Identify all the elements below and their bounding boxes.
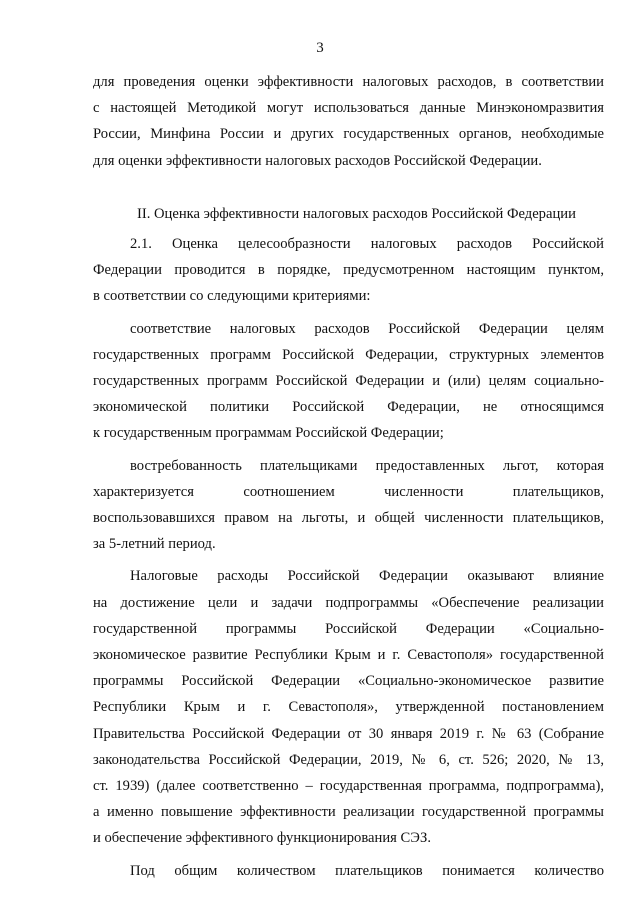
page-number: 3 <box>316 40 324 56</box>
text-line: характеризуется соотношением численности плательщиков, <box>93 483 604 500</box>
text-line: 2.1. Оценка целесообразности налоговых расходов Российской <box>130 236 604 253</box>
paragraph-criterion-demand <box>93 453 604 558</box>
text-line: и обеспечение эффективного функционирования СЭЗ. <box>93 830 432 847</box>
text-line: соответствие налоговых расходов Российской Федерации целям <box>130 320 604 337</box>
section-heading: II. Оценка эффективности налоговых расходов Российской Федерации <box>137 205 576 222</box>
text-line: для оценки эффективности налоговых расходов Российской Федерации. <box>93 152 542 169</box>
paragraph-data-sources <box>93 69 604 174</box>
text-line: к государственным программам Российской Федерации; <box>93 425 444 442</box>
paragraph-2-1 <box>93 231 604 310</box>
document-body <box>93 69 604 884</box>
text-line: Налоговые расходы Российской Федерации оказывают влияние <box>130 568 604 585</box>
text-line: на достижение цели и задачи подпрограммы «Обеспечение реализации <box>93 594 604 611</box>
paragraph-criterion-compliance <box>93 316 604 447</box>
paragraph-total-payers <box>93 858 604 884</box>
text-line: экономической политики Российской Федерации, не относящимся <box>93 399 604 416</box>
text-line: Под общим количеством плательщиков понимается количество <box>130 862 604 879</box>
text-line: Республики Крым и г. Севастополя», утвержденной постановлением <box>93 699 604 716</box>
text-line: за 5-летний период. <box>93 536 216 553</box>
text-line: Федерации проводится в порядке, предусмотренном настоящим пунктом, <box>93 262 604 279</box>
text-line: законодательства Российской Федерации, 2019, № 6, ст. 526; 2020, № 13, <box>93 751 604 768</box>
text-line: государственных программ Российской Федерации, структурных элементов <box>93 346 604 363</box>
text-line: ст. 1939) (далее соответственно – государственная программа, подпрограмма), <box>93 778 604 795</box>
text-line: с настоящей Методикой могут использоваться данные Минэкономразвития <box>93 100 604 117</box>
text-line: государственных программ Российской Федерации и (или) целям социально- <box>93 373 604 390</box>
text-line: Правительства Российской Федерации от 30 января 2019 г. № 63 (Собрание <box>93 725 604 742</box>
text-line: а именно повышение эффективности реализации государственной программы <box>93 804 604 821</box>
text-line: экономическое развитие Республики Крым и г. Севастополя» государственной <box>93 647 604 664</box>
text-line: государственной программы Российской Федерации «Социально- <box>93 620 604 637</box>
text-line: воспользовавшихся правом на льготы, и общей численности плательщиков, <box>93 510 604 527</box>
text-line: для проведения оценки эффективности налоговых расходов, в соответствии <box>93 74 604 90</box>
paragraph-tax-expenditure-impact <box>93 563 604 851</box>
text-line: программы Российской Федерации «Социально-экономическое развитие <box>93 673 604 690</box>
text-line: востребованность плательщиками предоставленных льгот, которая <box>130 457 604 474</box>
text-line: в соответствии со следующими критериями: <box>93 288 371 305</box>
text-line: России, Минфина России и других государственных органов, необходимые <box>93 126 604 143</box>
